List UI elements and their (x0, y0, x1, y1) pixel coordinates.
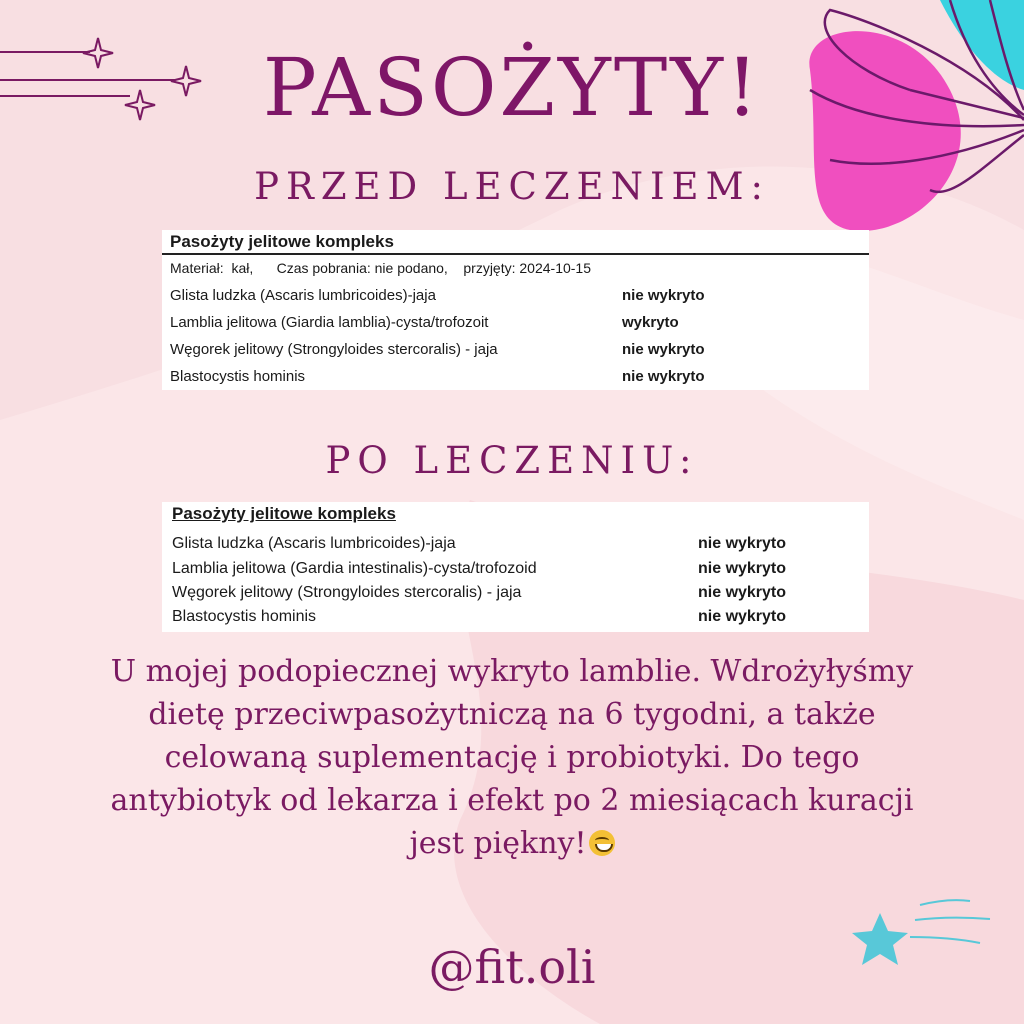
test-result: nie wykryto (698, 535, 787, 552)
after-treatment-heading: PO LECZENIU: (325, 439, 699, 482)
table-row (162, 608, 869, 632)
table-row (162, 535, 869, 559)
parasite-name: Glista ludzka (Ascaris lumbricoides)-jaja (170, 287, 436, 304)
parasite-name: Glista ludzka (Ascaris lumbricoides)-jaja (172, 535, 456, 552)
before-report-image (162, 230, 869, 390)
after-report-image (162, 502, 869, 632)
description-text (80, 650, 944, 865)
table-row (162, 314, 869, 338)
table-row (162, 287, 869, 311)
parasite-name: Blastocystis hominis (172, 608, 317, 625)
test-result: wykryto (622, 314, 679, 331)
table-row (162, 560, 869, 584)
instagram-handle: @fit.oli (428, 940, 596, 994)
test-result: nie wykryto (622, 368, 705, 385)
report-meta: Materiał: kał, Czas pobrania: nie podano, przyjęty: 2024-10-15 (170, 260, 592, 276)
table-row (162, 341, 869, 365)
report-title: Pasożyty jelitowe kompleks (170, 232, 394, 251)
parasite-name: Lamblia jelitowa (Gardia intestinalis)-cysta/trofozoid (172, 560, 537, 577)
description-body: U mojej podopiecznej wykryto lamblie. Wdrożyłyśmy dietę przeciwpasożytniczą na 6 tygodni, a także celowaną suplementację i probiotyki. Do tego antybiotyk od lekarza i efekt po 2 miesiącach kuracji jest piękny! (110, 654, 914, 861)
test-result: nie wykryto (622, 341, 705, 358)
page-title: PASOŻYTY! (262, 41, 762, 134)
parasite-name: Lamblia jelitowa (Giardia lamblia)-cysta/trofozoit (170, 314, 489, 331)
parasite-name: Blastocystis hominis (170, 368, 306, 385)
test-result: nie wykryto (698, 584, 787, 601)
test-result: nie wykryto (622, 287, 705, 304)
parasite-name: Węgorek jelitowy (Strongyloides stercoralis) - jaja (170, 341, 498, 358)
report-title: Pasożyty jelitowe kompleks (172, 504, 396, 523)
table-row (162, 584, 869, 608)
parasite-name: Węgorek jelitowy (Strongyloides stercoralis) - jaja (172, 584, 522, 601)
grinning-face-icon (589, 830, 615, 856)
test-result: nie wykryto (698, 560, 787, 577)
before-treatment-heading: PRZED LECZENIEM: (254, 165, 770, 208)
divider (162, 253, 869, 255)
test-result: nie wykryto (698, 608, 787, 625)
table-row (162, 368, 869, 392)
